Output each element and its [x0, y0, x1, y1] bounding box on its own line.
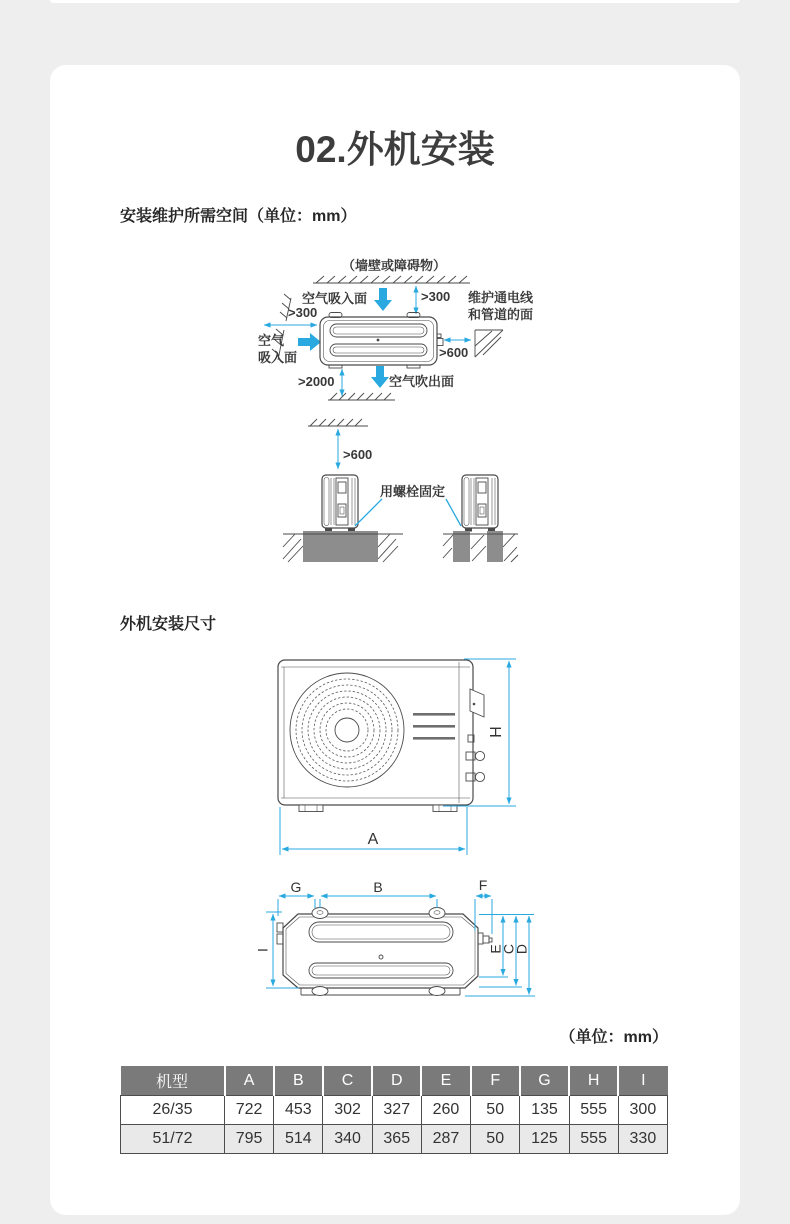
- air-intake-top-label: 空气吸入面: [302, 291, 368, 306]
- dim-b-label: B: [373, 879, 383, 895]
- section-heading-unit-dimensions: 外机安装尺寸: [120, 616, 217, 633]
- header-dim: F: [471, 1066, 520, 1096]
- outdoor-unit-front-view: [278, 660, 485, 812]
- section-heading-install-space: 安装维护所需空间（单位：mm）: [120, 208, 357, 225]
- clearance-diagram: [250, 250, 540, 580]
- header-dim: G: [520, 1066, 569, 1096]
- wall-hatch-bottom: [328, 393, 395, 400]
- header-dim: A: [225, 1066, 274, 1096]
- page-title: 02.外机安装: [295, 129, 495, 170]
- value-cell: 125: [520, 1125, 569, 1154]
- value-cell: 260: [421, 1096, 470, 1125]
- clearance-top-value: >300: [421, 289, 451, 304]
- dim-i-label: I: [254, 948, 271, 952]
- maintenance-side-label-2: 和管道的面: [468, 307, 534, 322]
- dim-c-label: C: [500, 943, 517, 955]
- model-cell: 51/72: [121, 1125, 225, 1154]
- clearance-left-value: >300: [288, 305, 318, 320]
- dim-g-label: G: [290, 879, 302, 895]
- table-row: [121, 1096, 668, 1125]
- clearance-above-value: >600: [343, 447, 373, 462]
- dim-width-label: A: [367, 831, 379, 848]
- value-cell: 287: [421, 1125, 470, 1154]
- previous-card-remnant: [50, 0, 740, 3]
- value-cell: 555: [569, 1125, 618, 1154]
- air-flow-right-icon: [298, 333, 321, 351]
- outdoor-unit-plan-view: [277, 908, 492, 996]
- value-cell: 50: [471, 1125, 520, 1154]
- front-view-drawing: [263, 648, 545, 862]
- ceiling-hatch: [308, 419, 368, 426]
- header-dim: B: [274, 1066, 323, 1096]
- header-dim: H: [569, 1066, 618, 1096]
- pipe-fitting: [478, 933, 492, 944]
- plan-view-drawing: [253, 876, 545, 1006]
- wall-label: （墙壁或障碍物）: [341, 258, 447, 273]
- header-dim: I: [618, 1066, 667, 1096]
- mount-post-left: [453, 531, 470, 562]
- value-cell: 722: [225, 1096, 274, 1125]
- header-dim: E: [421, 1066, 470, 1096]
- table-row: [121, 1125, 668, 1154]
- bolt-pointer-left: [355, 499, 382, 526]
- table-header-row: [121, 1066, 668, 1096]
- maintenance-side-label-1: 维护通电线: [468, 290, 534, 305]
- louver: [413, 725, 455, 728]
- outdoor-unit-plan-small: [320, 313, 443, 369]
- value-cell: 327: [372, 1096, 421, 1125]
- air-intake-left-label-1: 空气: [258, 333, 285, 348]
- header-model: 机型: [121, 1066, 225, 1096]
- value-cell: 340: [323, 1125, 372, 1154]
- header-dim: D: [372, 1066, 421, 1096]
- dimension-table: [120, 1066, 668, 1154]
- value-cell: 514: [274, 1125, 323, 1154]
- dim-e-label: E: [487, 944, 504, 954]
- model-cell: 26/35: [121, 1096, 225, 1125]
- dim-height-label: H: [485, 726, 503, 738]
- header-dim: C: [323, 1066, 372, 1096]
- bolt-pointer-right: [446, 499, 461, 526]
- concrete-base: [303, 531, 378, 562]
- air-outlet-label: 空气吹出面: [389, 374, 455, 389]
- value-cell: 453: [274, 1096, 323, 1125]
- value-cell: 555: [569, 1096, 618, 1125]
- mount-post-right: [487, 531, 503, 562]
- feet: [299, 805, 457, 812]
- air-flow-out-icon: [371, 366, 389, 388]
- value-cell: 50: [471, 1096, 520, 1125]
- louver: [413, 737, 455, 740]
- left-connector: [277, 934, 283, 944]
- value-cell: 135: [520, 1096, 569, 1125]
- maintenance-wedge: [475, 330, 503, 357]
- air-intake-left-label-2: 吸入面: [258, 350, 298, 365]
- value-cell: 365: [372, 1125, 421, 1154]
- outdoor-unit-side-view-right: [462, 475, 498, 532]
- unit-note: （单位：mm）: [559, 1029, 668, 1046]
- dim-f-label: F: [478, 877, 488, 893]
- dim-d-label: D: [513, 943, 530, 955]
- value-cell: 300: [618, 1096, 667, 1125]
- side-panel: [470, 689, 484, 717]
- clearance-front-value: >2000: [298, 374, 335, 389]
- left-connector: [277, 923, 283, 932]
- clearance-right-value: >600: [439, 345, 469, 360]
- service-valves: [466, 751, 485, 781]
- wall-hatch-top: [313, 276, 470, 283]
- value-cell: 330: [618, 1125, 667, 1154]
- outdoor-unit-side-view-left: [322, 475, 358, 532]
- bolt-label: 用螺栓固定: [380, 484, 446, 499]
- value-cell: 302: [323, 1096, 372, 1125]
- louver: [413, 713, 455, 716]
- air-flow-down-icon: [374, 288, 392, 311]
- value-cell: 795: [225, 1125, 274, 1154]
